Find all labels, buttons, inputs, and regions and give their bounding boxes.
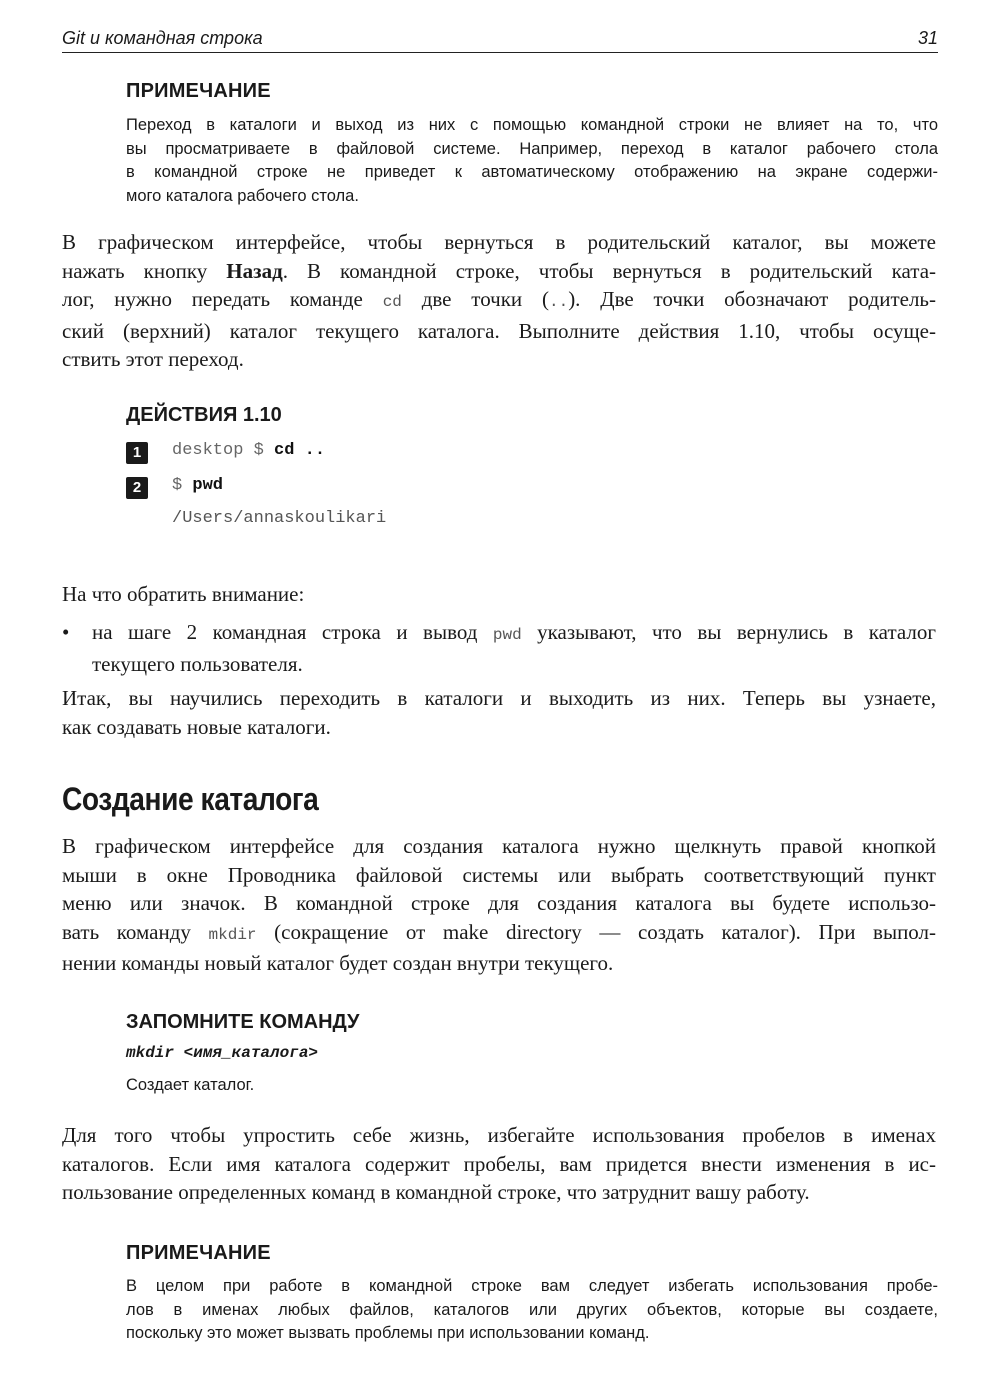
paragraph-line: На что обратить внимание: bbox=[62, 582, 305, 606]
step-command: $ pwd bbox=[172, 476, 224, 495]
bullet-line: текущего пользователя. bbox=[92, 651, 303, 676]
paragraph-line: вать команду mkdir (сокращение от make directory — создать каталог). При выпол- bbox=[62, 919, 937, 944]
inline-code: pwd bbox=[492, 626, 522, 644]
paragraph-line: В графическом интерфейсе для создания каталога нужно щелкнуть правой кнопкой bbox=[62, 834, 936, 858]
inline-code: mkdir bbox=[208, 925, 257, 944]
inline-code: .. bbox=[548, 293, 569, 311]
step-command: desktop $ cd .. bbox=[172, 441, 326, 460]
paragraph-line: ский (верхний) каталог текущего каталога. Выполните действия 1.10, чтобы осуще- bbox=[62, 318, 936, 343]
paragraph bbox=[62, 228, 936, 374]
running-title: Git и командная строка bbox=[62, 28, 263, 48]
page-number: 31 bbox=[917, 28, 938, 48]
paragraph-line: мыши в окне Проводника файловой системы или выбрать соответствующий пункт bbox=[62, 862, 936, 887]
paragraph-line: пользование определенных команд в командной строке, что затруднит вашу работу. bbox=[62, 1180, 810, 1204]
note-body bbox=[126, 1275, 938, 1346]
paragraph bbox=[62, 580, 936, 609]
note-line: Переход в каталоги и выход из них с помощью командной строки не влияет на то, что bbox=[126, 116, 938, 134]
note-line: мого каталога рабочего стола. bbox=[126, 186, 359, 205]
bullet-line: на шаге 2 командная строка и вывод pwd указывают, что вы вернулись в каталог bbox=[92, 620, 936, 644]
note-line: В целом при работе в командной строке вам следует избегать использования пробе- bbox=[126, 1277, 938, 1295]
bold-term: Назад bbox=[226, 258, 283, 283]
step-number-badge: 1 bbox=[126, 442, 148, 464]
section-heading: Создание каталога bbox=[62, 781, 319, 817]
paragraph bbox=[62, 684, 936, 741]
step-number-badge: 2 bbox=[126, 477, 148, 499]
paragraph bbox=[62, 1121, 936, 1207]
note-line: лов в именах любых файлов, каталогов или других объектов, которые вы создаете, bbox=[126, 1300, 938, 1319]
actions-title: ДЕЙСТВИЯ 1.10 bbox=[126, 404, 282, 426]
paragraph-line: В графическом интерфейсе, чтобы вернуться в родительский каталог, вы можете bbox=[62, 230, 936, 254]
paragraph bbox=[62, 832, 936, 978]
note-line: поскольку это может вызвать проблемы при использовании команд. bbox=[126, 1324, 650, 1342]
note-line: в командной строке не приведет к автоматическому отображению на экране содержи- bbox=[126, 163, 938, 181]
remember-command: mkdir <имя_каталога> bbox=[126, 1044, 319, 1062]
paragraph-line: ствить этот переход. bbox=[62, 347, 244, 371]
paragraph-line: каталогов. Если имя каталога содержит пробелы, вам придется внести изменения в ис- bbox=[62, 1151, 936, 1176]
paragraph-line: как создавать новые каталоги. bbox=[62, 714, 331, 739]
command-output: /Users/annaskoulikari bbox=[172, 509, 387, 528]
paragraph-line: нажать кнопку Назад. В командной строке, чтобы вернуться в родительский ката- bbox=[62, 258, 937, 283]
note-title: ПРИМЕЧАНИЕ bbox=[126, 80, 271, 102]
paragraph-line: Для того чтобы упростить себе жизнь, избегайте использования пробелов в именах bbox=[62, 1123, 936, 1147]
note-title: ПРИМЕЧАНИЕ bbox=[126, 1242, 271, 1264]
remember-description: Создает каталог. bbox=[126, 1076, 255, 1094]
paragraph-line: Итак, вы научились переходить в каталоги и выходить из них. Теперь вы узнаете, bbox=[62, 686, 936, 710]
paragraph-line: меню или значок. В командной строке для создания каталога вы будете использо- bbox=[62, 891, 936, 915]
inline-code: cd bbox=[382, 293, 402, 311]
note-line: вы просматриваете в файловой системе. Например, переход в каталог рабочего стола bbox=[126, 139, 938, 158]
remember-title: ЗАПОМНИТЕ КОМАНДУ bbox=[126, 1011, 360, 1033]
paragraph-line: нении команды новый каталог будет создан внутри текущего. bbox=[62, 951, 614, 975]
note-body bbox=[126, 114, 938, 208]
running-header bbox=[62, 28, 938, 53]
paragraph-line: лог, нужно передать команде cd две точки (..). Две точки обозначают родитель- bbox=[62, 287, 937, 311]
bullet-icon: • bbox=[62, 620, 70, 644]
